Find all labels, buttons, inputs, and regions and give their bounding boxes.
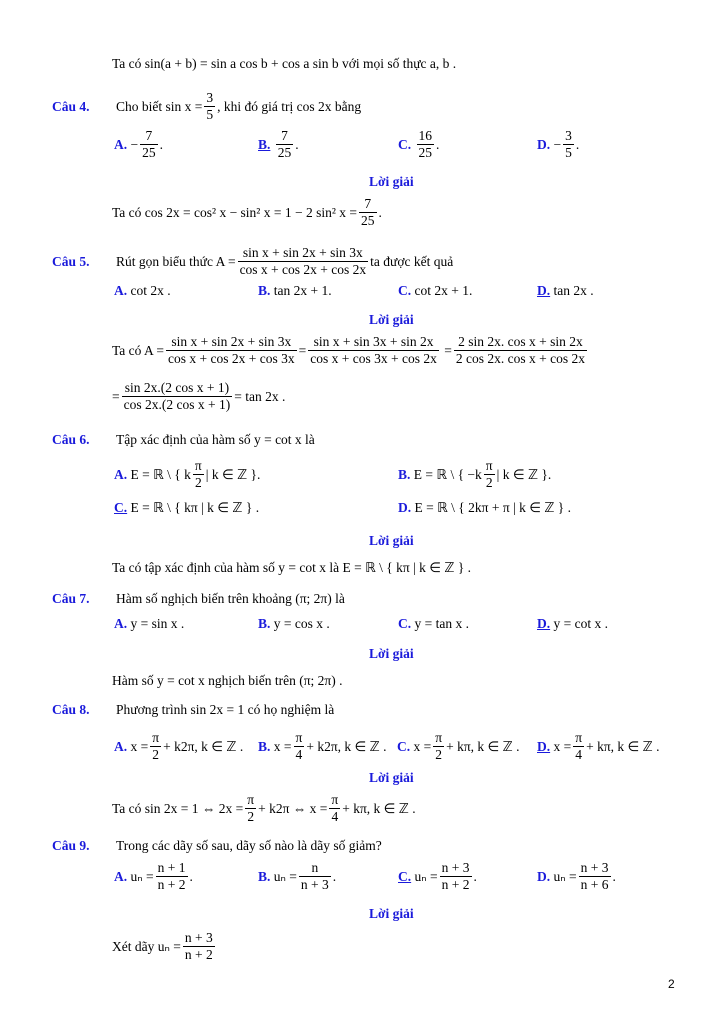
option-d[interactable]: D. uₙ = $\frac{n + 3}{n + 6}$ .	[537, 860, 616, 892]
fraction: $\frac{3}{5}$	[206, 90, 214, 122]
fraction: $\frac{\pi}{2}$	[247, 792, 255, 824]
question-label: Câu 4.	[52, 98, 90, 114]
option-b[interactable]: B. y = cos x .	[258, 616, 330, 631]
option-b[interactable]: B. tan 2x + 1.	[258, 283, 332, 298]
option-label: D.	[537, 136, 551, 152]
fraction: $\frac{n}{n + 3}$	[300, 860, 329, 892]
option-c[interactable]: C. cot 2x + 1.	[398, 283, 473, 298]
intro-line: Ta có sin(a + b) = sin a cos b + cos a sin b với mọi số thực a, b .	[112, 56, 457, 71]
fraction: $\frac{\pi}{4}$	[575, 730, 583, 762]
option-b[interactable]: B. $\frac{7}{25}$ .	[258, 128, 299, 160]
option-a[interactable]: A. cot 2x .	[114, 283, 171, 298]
fraction: $\frac{n + 3}{n + 2}$	[184, 930, 213, 962]
fraction: $\frac{16}{25}$	[418, 128, 432, 160]
option-c[interactable]: C. uₙ = $\frac{n + 3}{n + 2}$ .	[398, 860, 477, 892]
solution-title: Lời giải	[369, 533, 414, 548]
question-7-stem: Câu 7. Hàm số nghịch biến trên khoảng (π; 2π) là	[52, 591, 345, 606]
option-label: C.	[398, 136, 412, 152]
solution-title: Lời giải	[369, 312, 414, 327]
option-d[interactable]: D. E = ℝ \ { 2kπ + π | k ∈ ℤ } .	[398, 500, 572, 515]
option-d[interactable]: D. tan 2x .	[537, 283, 594, 298]
option-b[interactable]: B. E = ℝ \ { −k $\frac{\pi}{2}$ | k ∈ ℤ }.	[398, 458, 552, 490]
option-a[interactable]: A. x = $\frac{\pi}{2}$ + k2π, k ∈ ℤ .	[114, 730, 244, 762]
fraction: $\frac{\text{sin x + sin 2x + sin 3x}}{\text{cos x + cos 2x + cos 2x}}$	[239, 245, 367, 277]
option-d[interactable]: D. y = cot x .	[537, 616, 608, 631]
fraction: $\frac{3}{5}$	[565, 128, 572, 160]
solution-7: Hàm số y = cot x nghịch biến trên (π; 2π) .	[112, 673, 343, 688]
fraction: $\frac{n + 3}{n + 2}$	[441, 860, 470, 892]
fraction: $\frac{\text{sin x + sin 2x + sin 3x}}{\text{cos x + cos 2x + cos 3x}}$	[168, 334, 295, 366]
option-a[interactable]: A. E = ℝ \ { k $\frac{\pi}{2}$ | k ∈ ℤ }.	[114, 458, 261, 490]
solution-9: Xét dãy uₙ = $\frac{n + 3}{n + 2}$	[112, 930, 213, 962]
fraction: $\frac{\pi}{2}$	[152, 730, 160, 762]
solution-title: Lời giải	[369, 646, 414, 661]
question-8-stem: Câu 8. Phương trình sin 2x = 1 có họ nghiệm là	[52, 702, 335, 717]
option-c[interactable]: C. y = tan x .	[398, 616, 469, 631]
fraction: $\frac{\pi}{2}$	[194, 458, 202, 490]
option-c[interactable]: C. E = ℝ \ { kπ | k ∈ ℤ } .	[114, 500, 260, 515]
solution-6: Ta có tập xác định của hàm số y = cot x là E = ℝ \ { kπ | k ∈ ℤ } .	[112, 560, 472, 575]
fraction: $\frac{7}{25}$	[277, 128, 292, 160]
fraction: $\frac{7}{25}$	[361, 196, 375, 228]
fraction: $\frac{\pi}{4}$	[331, 792, 339, 824]
fraction: $\frac{n + 3}{n + 6}$	[580, 860, 609, 892]
solution-title: Lời giải	[369, 906, 414, 921]
option-b[interactable]: B. x = $\frac{\pi}{4}$ + k2π, k ∈ ℤ .	[258, 730, 387, 762]
solution-title: Lời giải	[369, 174, 414, 189]
solution-title: Lời giải	[369, 770, 414, 785]
option-d[interactable]: D. x = $\frac{\pi}{4}$ + kπ, k ∈ ℤ .	[537, 730, 660, 762]
fraction: $\frac{\pi}{4}$	[295, 730, 303, 762]
option-label: A.	[114, 136, 128, 152]
option-c[interactable]: C. x = $\frac{\pi}{2}$ + kπ, k ∈ ℤ .	[397, 730, 520, 762]
fraction: $\frac{\pi}{2}$	[435, 730, 443, 762]
solution-5-line-1: Ta có A = $\frac{\text{sin x + sin 2x + sin 3x}}{\text{cos x + cos 2x + cos 3x}}$ = $\frac{\text{sin x + sin 3x + sin 2x}}{\text{cos x + cos 3x + cos 2x}}$ = $\frac{\text{2 sin 2x. cos x + sin 2x}}{\text{2 cos 2x. cos x + cos 2x}}$	[112, 334, 585, 366]
stem-text: , khi đó giá trị cos 2x bằng	[217, 98, 362, 114]
solution-5-line-2: = $\frac{\text{sin 2x.(2 cos x + 1)}}{\text{cos 2x.(2 cos x + 1)}}$ = tan 2x .	[112, 380, 286, 412]
fraction: $\frac{\text{2 sin 2x. cos x + sin 2x}}{\text{2 cos 2x. cos x + cos 2x}}$	[455, 334, 585, 366]
solution-4: Ta có cos 2x = cos² x − sin² x = 1 − 2 sin² x = $\frac{7}{25}$ .	[112, 196, 382, 228]
fraction: $\frac{n + 1}{n + 2}$	[157, 860, 186, 892]
option-a[interactable]: A. − $\frac{7}{25}$ .	[114, 128, 163, 160]
fraction: $\frac{\pi}{2}$	[485, 458, 493, 490]
fraction: $\frac{7}{25}$	[142, 128, 156, 160]
page-number: 2	[668, 977, 675, 991]
fraction: $\frac{\text{sin 2x.(2 cos x + 1)}}{\text{cos 2x.(2 cos x + 1)}}$	[123, 380, 231, 412]
question-4-stem	[52, 90, 361, 123]
question-5-stem: Câu 5. Rút gọn biểu thức A = $\frac{\text{sin x + sin 2x + sin 3x}}{\text{cos x + cos 2x + cos 2x}}$ ta được kết quả	[52, 245, 454, 277]
option-label: B.	[258, 136, 271, 152]
option-c[interactable]: C. $\frac{16}{25}$ .	[398, 128, 440, 160]
question-9-stem: Câu 9. Trong các dãy số sau, dãy số nào là dãy số giảm?	[52, 838, 382, 853]
option-a[interactable]: A. uₙ = $\frac{n + 1}{n + 2}$ .	[114, 860, 193, 892]
question-label: Câu 5.	[52, 253, 90, 269]
fraction: $\frac{\text{sin x + sin 3x + sin 2x}}{\text{cos x + cos 3x + cos 2x}}$	[310, 334, 437, 366]
option-b[interactable]: B. uₙ = $\frac{n}{n + 3}$ .	[258, 860, 337, 892]
option-d[interactable]: D. − $\frac{3}{5}$ .	[537, 128, 580, 160]
solution-8: Ta có sin 2x = 1 ⇔ 2x = $\frac{\pi}{2}$ + k2π ⇔ x = $\frac{\pi}{4}$ + kπ, k ∈ ℤ .	[112, 792, 416, 824]
option-a[interactable]: A. y = sin x .	[114, 616, 185, 631]
stem-text: Cho biết sin x =	[116, 98, 203, 114]
question-6-stem: Câu 6. Tập xác định của hàm số y = cot x là	[52, 432, 315, 447]
